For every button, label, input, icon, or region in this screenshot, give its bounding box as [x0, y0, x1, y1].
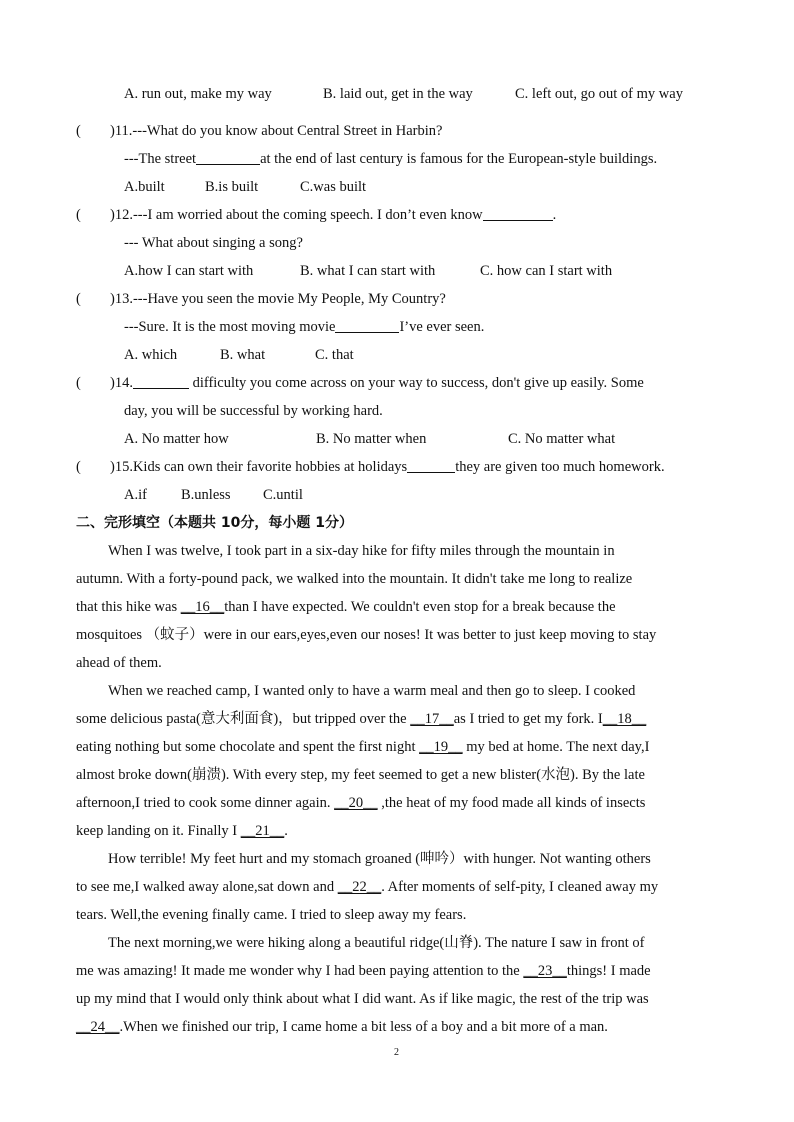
q15-option-b: B.unless	[181, 487, 231, 503]
blank-23: __23__	[523, 963, 567, 979]
passage-p1-line1: When I was twelve, I took part in a six-day hike for fifty miles through the mountain in	[108, 543, 615, 559]
q13-option-c: C. that	[315, 347, 354, 363]
q15-line1-post: they are given too much homework.	[455, 459, 665, 475]
q11-paren: (	[76, 123, 81, 139]
q10-option-b: B. laid out, get in the way	[323, 86, 473, 102]
passage-p3-line3: tears. Well,the evening finally came. I tried to sleep away my fears.	[76, 907, 467, 923]
q13-line2	[124, 318, 484, 336]
blank-24: __24__	[76, 1019, 120, 1035]
q11-option-a: A.built	[124, 179, 165, 195]
q12-line1-post: .	[552, 207, 557, 223]
blank-18: __18__	[602, 711, 647, 727]
q15-option-c: C.until	[263, 487, 303, 503]
blank-22: __22__	[337, 879, 382, 895]
passage-p3-line2	[76, 878, 658, 896]
q12-line1	[110, 206, 556, 224]
passage-p2-line5	[76, 794, 645, 812]
passage-text: some delicious pasta(意大利面食)，but tripped over the	[76, 711, 411, 727]
q12-option-a: A.how I can start with	[124, 263, 254, 279]
q13-line2-pre: ---Sure. It is the most moving movie	[124, 319, 336, 335]
q11-option-b: B.is built	[205, 179, 259, 195]
passage-p4-line4	[76, 1018, 608, 1036]
blank-20: __20__	[334, 795, 378, 811]
passage-text: eating nothing but some chocolate and spent the first night	[76, 739, 420, 755]
q14-option-c: C. No matter what	[508, 431, 616, 447]
q13-blank	[335, 318, 399, 333]
passage-text: me was amazing! It made me wonder why I had been paying attention to the	[76, 963, 524, 979]
page-number: 2	[394, 1047, 399, 1058]
passage-text: things! I made	[566, 963, 651, 979]
passage-text: .	[284, 823, 288, 839]
passage-text: that this hike was	[76, 599, 181, 615]
q14-option-b: B. No matter when	[316, 431, 427, 447]
q11-question: )11.---What do you know about Central Street in Harbin?	[110, 123, 443, 139]
blank-17: __17__	[410, 711, 454, 727]
q14-line1	[110, 374, 644, 392]
passage-p2-line4: almost broke down(崩溃). With every step, my feet seemed to get a new blister(水泡). By the late	[76, 767, 645, 783]
q14-option-a: A. No matter how	[124, 431, 229, 447]
q14-line1-pre: )14.	[110, 375, 133, 391]
q15-paren: (	[76, 459, 81, 475]
passage-text: .When we finished our trip, I came home a bit less of a boy and a bit more of a man.	[119, 1019, 608, 1035]
passage-p4-line1: The next morning,we were hiking along a beautiful ridge(山脊). The nature I saw in front of	[108, 935, 645, 951]
q13-line1: )13.---Have you seen the movie My People, My Country?	[110, 291, 446, 307]
q13-paren: (	[76, 291, 81, 307]
q12-line2: --- What about singing a song?	[124, 235, 303, 251]
q14-blank	[133, 374, 189, 389]
q12-option-c: C. how can I start with	[480, 263, 613, 279]
q10-option-a: A. run out, make my way	[124, 86, 272, 102]
passage-p3-line1: How terrible! My feet hurt and my stomach groaned (呻吟）with hunger. Not wanting others	[108, 851, 651, 867]
passage-p1-line2: autumn. With a forty-pound pack, we walked into the mountain. It didn't take me long to realize	[76, 571, 633, 587]
passage-text: my bed at home. The next day,I	[462, 739, 650, 755]
passage-p1-line5: ahead of them.	[76, 655, 162, 671]
q12-paren: (	[76, 207, 81, 223]
passage-p2-line1: When we reached camp, I wanted only to have a warm meal and then go to sleep. I cooked	[108, 683, 636, 699]
q13-option-b: B. what	[220, 347, 266, 363]
blank-19: __19__	[419, 739, 463, 755]
q12-blank	[483, 206, 553, 221]
q14-paren: (	[76, 375, 81, 391]
q13-option-a: A. which	[124, 347, 178, 363]
passage-text: keep landing on it. Finally I	[76, 823, 241, 839]
q15-line1	[110, 458, 665, 476]
passage-p2-line2	[76, 710, 646, 728]
q11-line2-post: at the end of last century is famous for the European-style buildings.	[260, 151, 658, 167]
passage-text: afternoon,I tried to cook some dinner again.	[76, 795, 335, 811]
q15-blank	[407, 458, 455, 473]
q13-line2-post: I’ve ever seen.	[399, 319, 485, 335]
q11-line2-pre: ---The street	[124, 151, 197, 167]
passage-p2-line6	[76, 822, 288, 840]
passage-text: to see me,I walked away alone,sat down and	[76, 879, 338, 895]
blank-16: __16__	[180, 599, 225, 615]
q12-option-b: B. what I can start with	[300, 263, 436, 279]
q11-line2	[124, 150, 657, 168]
blank-21: __21__	[240, 823, 285, 839]
q11-option-c: C.was built	[300, 179, 367, 195]
q14-line2: day, you will be successful by working hard.	[124, 403, 383, 419]
q15-option-a: A.if	[124, 487, 147, 503]
passage-text: than I have expected. We couldn't even stop for a break because the	[224, 599, 616, 615]
passage-p4-line2	[76, 962, 651, 980]
passage-p1-line4: mosquitoes （蚊子）were in our ears,eyes,even our noses! It was better to just keep moving to stay	[76, 627, 657, 643]
passage-text: ,the heat of my food made all kinds of insects	[377, 795, 646, 811]
q15-line1-pre: )15.Kids can own their favorite hobbies at holidays	[110, 459, 408, 475]
passage-p1-line3	[76, 598, 616, 616]
q11-blank	[196, 150, 260, 165]
q10-option-c: C. left out, go out of my way	[515, 86, 683, 102]
passage-p4-line3: up my mind that I would only think about what I did want. As if like magic, the rest of the trip was	[76, 991, 649, 1007]
passage-text: as I tried to get my fork. I	[453, 711, 603, 727]
q12-line1-pre: )12.---I am worried about the coming speech. I don’t even know	[110, 207, 483, 223]
section-heading-cloze: 二、完形填空（本题共 10分，每小题 1分）	[76, 515, 353, 531]
q14-line1-post: difficulty you come across on your way to success, don't give up easily. Some	[188, 375, 644, 391]
passage-p2-line3	[76, 738, 649, 756]
passage-text: . After moments of self-pity, I cleaned away my	[381, 879, 659, 895]
